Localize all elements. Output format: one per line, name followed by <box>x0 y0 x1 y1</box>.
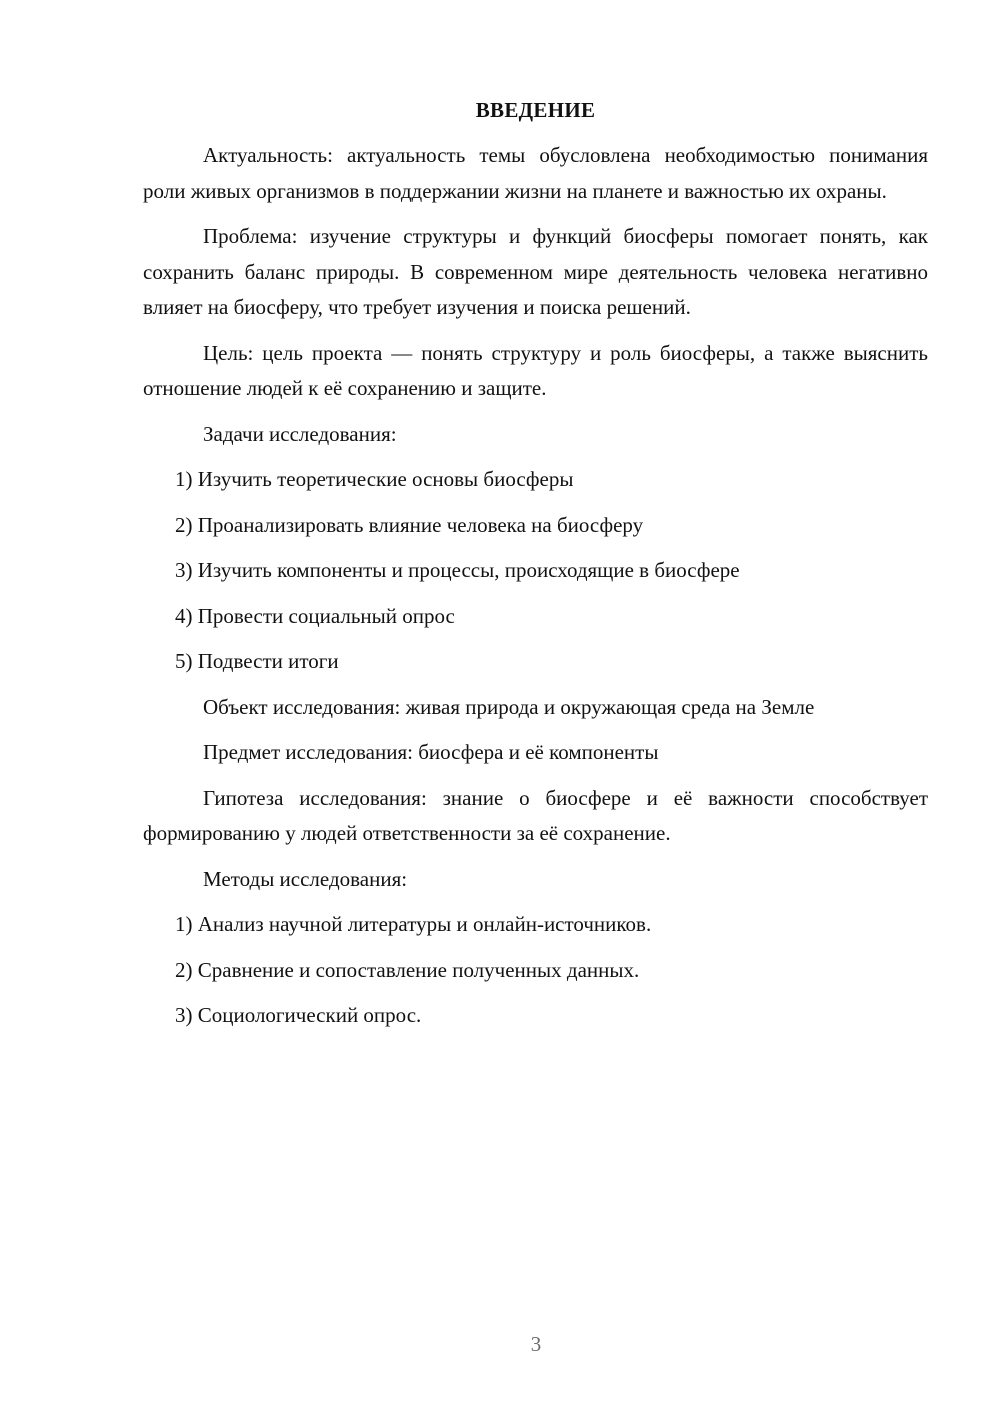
research-object: Объект исследования: живая природа и окружающая среда на Земле <box>203 694 815 719</box>
list-item: 3) Изучить компоненты и процессы, происходящие в биосфере <box>175 558 740 582</box>
relevance-paragraph: Актуальность: актуальность темы обусловлена необходимостью понимания роли живых организмов в поддержании жизни на планете и важностью их охраны. <box>143 143 928 203</box>
list-item: 2) Проанализировать влияние человека на биосферу <box>175 512 644 537</box>
problem-paragraph: Проблема: изучение структуры и функций биосферы помогает понять, как сохранить баланс природы. В современном мире деятельность человека негативно влияет на биосферу, что требует изучения и поиска решений. <box>143 224 928 319</box>
list-item: 3) Социологический опрос. <box>175 1003 422 1027</box>
list-item: 1) Изучить теоретические основы биосферы <box>175 467 574 491</box>
page-number: 3 <box>530 1332 542 1356</box>
list-item: 4) Провести социальный опрос <box>175 603 455 628</box>
list-item: 5) Подвести итоги <box>175 649 339 673</box>
section-heading: ВВЕДЕНИЕ <box>475 98 596 122</box>
document-page <box>143 92 928 1044</box>
list-item: 1) Анализ научной литературы и онлайн-источников. <box>175 912 652 936</box>
tasks-title: Задачи исследования: <box>203 421 397 446</box>
methods-title: Методы исследования: <box>203 866 408 891</box>
tasks-list <box>143 462 928 680</box>
list-item: 2) Сравнение и сопоставление полученных данных. <box>175 957 640 982</box>
research-subject: Предмет исследования: биосфера и её компоненты <box>203 740 659 764</box>
goal-paragraph: Цель: цель проекта — понять структуру и роль биосферы, а также выяснить отношение людей к её сохранению и защите. <box>143 340 928 400</box>
hypothesis-paragraph: Гипотеза исследования: знание о биосфере и её важности способствует формированию у людей ответственности за её сохранение. <box>143 785 928 845</box>
methods-list <box>143 907 928 1034</box>
